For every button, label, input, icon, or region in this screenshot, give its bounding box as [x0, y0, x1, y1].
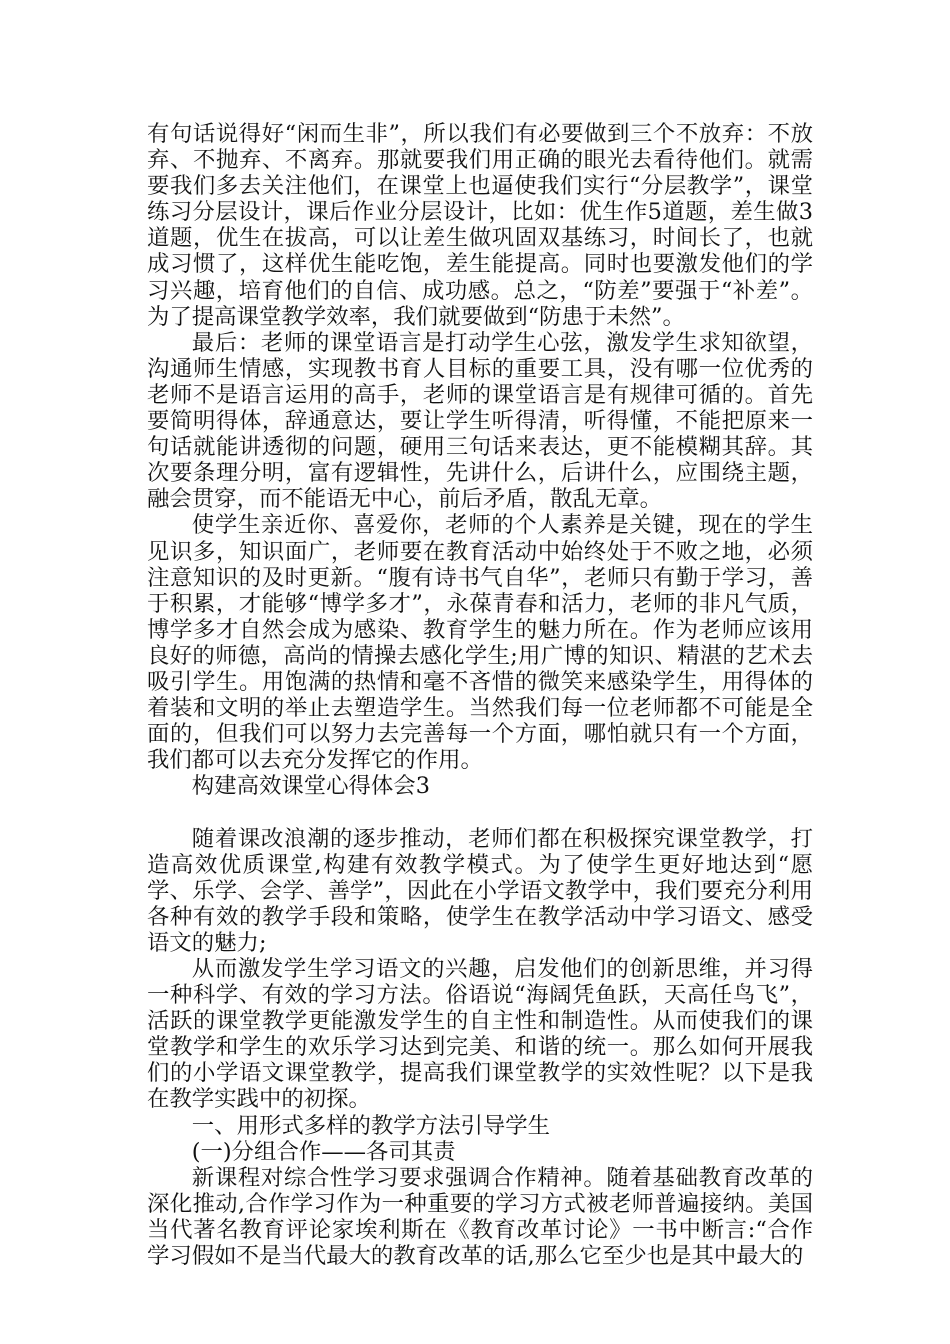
paragraph-curriculum-reform: 随着课改浪潮的逐步推动，老师们都在积极探究课堂教学，打造高效优质课堂,构建有效教学模式。为了使学生更好地达到“愿学、乐学、会学、善学”，因此在小学语文教学中，我们要充分利用各种有效的教学手段和策略，使学生在教学活动中学习语文、感受语文的魅力; [147, 825, 813, 956]
paragraph-classroom-language: 最后：老师的课堂语言是打动学生心弦，激发学生求知欲望，沟通师生情感，实现教书育人目标的重要工具，没有哪一位优秀的老师不是语言运用的高手，老师的课堂语言是有规律可循的。首先要简明得体，辞通意达，要让学生听得清，听得懂，不能把原来一句话就能讲透彻的问题，硬用三句话来表达，更不能模糊其辞。其次要条理分明，富有逻辑性，先讲什么，后讲什么，应围绕主题，融会贯穿，而不能语无中心，前后矛盾，散乱无章。 [147, 329, 813, 513]
paragraph-no-abandon: 有句话说得好“闲而生非”，所以我们有必要做到三个不放弃：不放弃、不抛弃、不离弃。那就要我们用正确的眼光去看待他们。就需要我们多去关注他们，在课堂上也逼使我们实行“分层教学”，课堂练习分层设计，课后作业分层设计，比如：优生作5道题，差生做3道题，优生在拔高，可以让差生做巩固双基练习，时间长了，也就成习惯了，这样优生能吃饱，差生能提高。同时也要激发他们的学习兴趣，培育他们的自信、成功感。总之，“防差”要强于“补差”。为了提高课堂教学效率，我们就要做到“防患于未然”。 [147, 121, 813, 330]
blank-line [147, 799, 813, 825]
heading-teaching-methods: 一、用形式多样的教学方法引导学生 [191, 1112, 551, 1139]
document-body [147, 121, 813, 1269]
paragraph-teacher-qualities: 使学生亲近你、喜爱你，老师的个人素养是关键，现在的学生见识多，知识面广，老师要在教育活动中始终处于不败之地，必须注意知识的及时更新。“腹有诗书气自华”，老师只有勤于学习，善于积累，才能够“博学多才”，永葆青春和活力，老师的非凡气质，博学多才自然会成为感染、教育学生的魅力所在。作为老师应该用良好的师德，高尚的情操去感化学生;用广博的知识、精湛的艺术去吸引学生。用饱满的热情和毫不吝惜的微笑来感染学生，用得体的着装和文明的举止去塑造学生。当然我们每一位老师都不可能是全面的，但我们可以努力去完善每一个方面，哪怕就只有一个方面，我们都可以去充分发挥它的作用。 [147, 512, 813, 774]
section-title: 构建高效课堂心得体会3 [191, 773, 430, 800]
paragraph-stimulate-interest: 从而激发学生学习语文的兴趣，启发他们的创新思维，并习得一种科学、有效的学习方法。俗语说“海阔凭鱼跃，天高任鸟飞”，活跃的课堂教学更能激发学生的自主性和制造性。从而使我们的课堂教学和学生的欢乐学习达到完美、和谐的统一。那么如何开展我们的小学语文课堂教学，提高我们课堂教学的实效性呢？以下是我在教学实践中的初探。 [147, 956, 813, 1113]
heading-group-cooperation: (一)分组合作——各司其责 [191, 1138, 456, 1165]
paragraph-cooperative-learning: 新课程对综合性学习要求强调合作精神。随着基础教育改革的深化推动,合作学习作为一种重要的学习方式被老师普遍接纳。美国当代著名教育评论家埃利斯在《教育改革讨论》一书中断言:“合作学习假如不是当代最大的教育改革的话,那么它至少也是其中最大的 [147, 1164, 813, 1270]
